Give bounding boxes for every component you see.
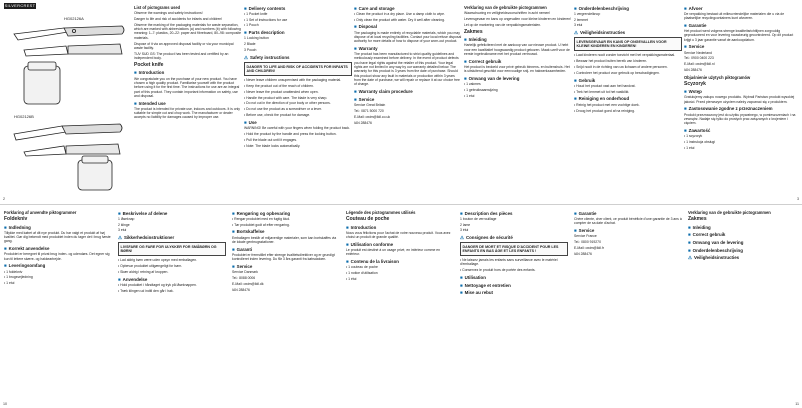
section-heading: ■ Service [684,44,705,50]
section-heading: ■ Wstęp [684,89,702,95]
warning-box [460,242,568,256]
nl-column-bottom [688,208,798,404]
text-block: 2 lemmet [574,17,588,22]
en-column-3 [354,3,462,199]
knife-a-illustration [14,26,124,56]
text-block: Het product is bedoeld voor privé gebruik binnens- en buitenshuis. Het is uitsluitend geschikt voor eenvoudige snij- en hakwerkzaamheden. [464,64,570,74]
text-block: Care and storage [358,5,395,11]
section-heading: ■ Correct gebruik [464,58,502,64]
en-column-1 [134,3,242,199]
text-block: • Houd het product vast aan het handvat. [574,84,682,88]
text-block: • Laat kinderen nooit zonder toezicht met het verpakkingsmateriaal. [574,53,682,57]
product-title: Pocket knife [134,61,164,68]
text-block: Gratulujemy zakupu nowego produktu. Wybrali Państwo produkt wysokiej jakości. Przed pierwszym użyciem należy zapoznać się z produktem. [684,95,795,104]
text-block: 3 etui [574,23,583,28]
text-block: LEVENSGEVAAR EN KANS OP ONGEVALLEN VOOR KLEINE KINDEREN EN KINDEREN! [576,39,667,49]
top-spread [0,0,802,203]
text-block: LIVSFARE OG FARE FOR ULYKKER FOR SMÅBØRN OG BØRN! [120,244,217,254]
text-block: • 1 Set of instructions for use [244,18,352,22]
text-block: Bortskaffelse [236,229,265,235]
text-block: DANGER TO LIFE AND RISK OF ACCIDENTS FOR INFANTS AND CHILDREN! [246,64,348,74]
section-heading: ⚠ Sikkerhedsinstruktioner [118,235,175,241]
text-block: • Tør produktet godt af efter rengøring. [232,223,340,227]
knife-b-blade-closed [24,146,66,156]
knife-b-blade [14,126,66,140]
knife-b-handle [62,124,122,134]
text-block: • 1 gebruiksaanwijzing [464,88,572,92]
section-heading: ■ Service [232,263,253,269]
text-block: Intended use [138,100,166,106]
section-heading: ⚠ Veiligheidsinstructies [688,255,740,261]
text-block: Contenu de la livraison [350,259,399,265]
text-block: 1 låseknap [118,216,135,221]
text-block: • Only clean the product with water. Dry it well after cleaning. [354,18,462,22]
text-block: • Bewaar het product buiten bereik van kinderen. [574,59,682,63]
text-block: • Keep the product out of the reach of children. [244,84,352,88]
page-number-right: 11 [795,402,799,406]
section-heading: ■ Anvendelse [118,276,148,282]
section-heading: ■ Omvang van de levering [464,76,520,82]
service-address: Service Great Britain [354,102,386,107]
section-heading: ■ Leveringsomfang [4,263,46,269]
text-block: The packaging is made entirely of recyclable materials, which you may dispose of at local recycling facilities. Contact your local refuse disposal authority for more details of how to dispose of your worn-out product. [354,30,462,44]
knife-b-handle-closed [66,144,120,154]
text-block: Gebruik [578,77,596,83]
text-block: Service [578,227,595,233]
text-block: Omvang van de levering [468,76,520,82]
section-heading: ■ Onderdelenbeschrijving [688,247,743,253]
page-number-left: 10 [3,402,7,406]
section-heading: ■ Korrekt anvendelse [4,246,50,252]
text-block: • Hold the product by the handle and press the locking button. [244,132,352,136]
text-block: • Trek het lemmet uit tot het vastklikt. [574,90,682,94]
nl-column-1 [464,3,572,199]
text-block: • Rengør produktet med en fugtig klud. [232,217,340,221]
section-heading: ■ Mise au rebut [460,290,493,296]
text-block: • Droog het product goed af na reiniging. [574,109,682,113]
text-block: • Do not use the product as a screwdriver or a lever. [244,107,352,111]
text-block: Le produit est destiné à un usage privé, en intérieur comme en extérieur. [346,248,441,257]
text-block: • 1 Pouch [244,23,352,27]
text-block: Emballagen består af miljøvenlige materialer, som kan bortskaffes via de lokale genbrugsstationer. [232,235,337,244]
section-heading: ■ Delivery contents [244,5,286,11]
text-block: Forklaring af anvendte piktogrammer [4,210,77,215]
page-number-left: 2 [3,197,5,201]
safety-heading: ⚠ Safety instructions [244,55,290,61]
pictogram-item: Danger to life and risk of accidents for infants and children! [134,16,223,21]
text-block: • Opbevar produktet utilgængeligt for børn. [118,264,226,268]
text-block: • 1 brugsvejledning [4,275,112,279]
text-block: Wstęp [688,89,702,95]
text-block: Garanti [236,246,253,252]
knife-a-handle [64,26,124,36]
nl-pl-column [684,3,798,199]
knife-b-illustration [14,124,122,156]
text-block: Tel.: 0800 919270 [574,239,601,244]
text-block: Zawartość [688,127,711,133]
section-heading: ■ Intended use [134,100,166,106]
section-heading: ■ Nettoyage et entretien [460,282,511,288]
ian-number: IAN 288476 [354,120,372,125]
section-heading: ■ Reiniging en onderhoud [574,96,630,102]
text-block: • Clean the product in a dry place. Use a damp cloth to wipe. [354,12,462,16]
text-block: Veiligheidsinstructies [579,30,626,36]
text-block: Korrekt anvendelse [8,246,50,252]
text-block: Service [688,44,705,50]
pouch-b-illustration [78,156,112,190]
text-block: • Skær aldrig i retning af kroppen. [118,270,226,274]
text-block: Correct gebruik [692,232,726,238]
text-block: • Handle the product with care. The blade is very sharp. [244,96,352,100]
text-block: E-Mail: owim@lidl.nl [684,62,715,67]
text-block: Foldekniv [4,216,28,222]
danger-warning-box [244,62,352,76]
text-block: Onderdelenbeschrijving [692,247,743,253]
text-block: Verklaring van de gebruikte pictogrammen [688,210,771,215]
en-column-2 [244,3,352,199]
text-block: Consignes de sécurité [465,235,513,241]
text-block: Service [236,263,253,269]
text-block: • Snijd nooit in de richting van uw lichaam of andere personen. [574,65,682,69]
text-block: Zakmes [464,28,483,35]
section-heading: ■ Omvang van de levering [688,239,744,245]
section-heading: ■ Garantie [574,210,597,216]
section-heading: ■ Utilisation [460,275,486,281]
section-heading: ■ Use [244,120,257,125]
fr-column-2 [460,208,568,404]
text-block: Scyzoryk [684,80,706,87]
section-heading: ■ Inleiding [464,37,487,43]
text-block: • 1 zakmes [464,82,572,86]
text-block: • 1 instrukcja obsługi [684,140,798,144]
section-heading: ■ Inleiding [688,224,711,230]
section-heading: ■ Warranty claim procedure [354,89,413,95]
text-block: • Træk klingen ud indtil den går i hak. [118,289,226,293]
text-block: Onderdelenbeschrijving [578,5,629,11]
text-block: Safety instructions [249,55,290,61]
pouch-a-illustration [24,62,60,104]
section-heading: ■ Onderdelenbeschrijving [574,5,629,11]
text-block: Objaśnienie użytych piktogramów [684,74,751,80]
text-block: Delivery contents [248,5,286,11]
text-block: • Conservez le produit hors de portée des enfants. [460,268,568,272]
section-heading: ■ Zawartość [684,127,711,133]
text-block: • 1 Pocket knife [244,12,352,16]
section-heading: ■ Correct gebruik [688,232,726,238]
text-block: Let op de markering van de verpakkingsmaterialen. [464,22,542,27]
text-block: IAN 288476 [232,287,250,292]
text-block: Zakmes [688,216,707,222]
text-block: Parts description [248,30,285,36]
section-heading: ⚠ Veiligheidsinstructies [574,30,626,36]
text-block: 1 Locking button [244,36,269,41]
text-block: Introduction [350,224,377,230]
section-heading: ⚠ Consignes de sécurité [460,235,513,241]
section-heading: ■ Description des pièces [460,210,513,216]
section-heading: ■ Service [574,227,595,233]
text-block: • Ne laissez jamais les enfants sans surveillance avec le matériel d'emballage. [460,258,568,267]
text-block: 2 lame [460,222,471,227]
text-block: Inleiding [468,37,487,43]
text-block: • Note: The blade locks automatically. [244,144,352,148]
knife-a-blade [14,28,68,40]
text-block: Leveringsomfang [8,263,46,269]
intro-text: We congratulate you on the purchase of your new product. You have chosen a high quality product. Familiarise yourself with the product before using it for the first time. The instructions for use are an integral part of this product. They contain important information on safety, use and disposal. [134,76,240,98]
section-heading: ■ Beskrivelse af delene [118,210,168,216]
text-block: Produktet er beregnet til privat brug inden- og udendørs. Det egner sig kun til lettere skære- og hakkearbejde. [4,252,110,261]
text-block: Service Danmark [232,270,259,275]
section-heading: ■ Service [354,96,375,102]
section-heading: ■ Introduction [346,224,377,230]
text-block: 2 Blade [244,42,256,47]
text-block: DANGER DE MORT ET RISQUE D'ACCIDENT POUR LES ENFANTS EN BAS ÂGE ET LES ENFANTS ! [462,244,559,254]
text-block: • 1 etui [464,94,572,98]
section-heading: ■ Indledning [4,224,31,230]
text-block: E-Mail: owim@lidl.dk [232,281,264,286]
section-heading: ■ Rengøring og opbevaring [232,210,291,216]
brand-logo: SILVERCREST [4,3,36,8]
text-block: The product has been manufactured to strict quality guidelines and meticulously examined before delivery. In the event of product defects you have legal rights against the retailer of this product. Your legal rights are not limited in any way by our warranty detailed below. The warranty for this product is 3 years from the date of purchase. Should this product show any fault in materials or production within 3 years from the date of purchase, we will repair or replace it at our choice free of charge. [354,52,460,87]
text-block: Couteau de poche [346,216,390,222]
text-block: IAN 288476 [684,68,702,73]
text-block: Hartelijk gefeliciteerd met de aankoop van uw nieuwe product. U hebt voor een kwalitatief hoogwaardig product gekozen. Maak uzelf voor de eerste ingebruikname met het product vertrouwd. [464,43,570,56]
text-block: 3 étui [460,228,469,233]
dk-column-1 [4,208,112,404]
section-heading: ■ Gebruik [574,77,596,83]
text-block: • Reinig het product met een vochtige doek. [574,103,682,107]
text-block: Levensgevaar en kans op ongevallen voor kleine kinderen en kinderen! [464,16,572,21]
knife-a-blade-closed [24,46,68,56]
text-block: Reiniging en onderhoud [578,96,630,102]
fr-column-1 [346,208,454,404]
text-block: • Never leave the product unattended when open. [244,90,352,94]
text-block: Service [358,96,375,102]
text-block: • 1 etui [4,281,112,285]
text-block: Veiligheidsinstructies [693,255,740,261]
text-block: Produkt przeznaczony jest do użytku prywatnego, w pomieszczeniach i na zewnątrz. Nadaje się tylko do prostych prac związanych z krojeniem i cięciem. [684,112,796,126]
text-block: Het product werd volgens strenge kwaliteitsrichtlijnen zorgvuldig geproduceerd en voor levering nauwkeurig gecontroleerd. Op dit product krijgt u 3 jaar garantie vanaf de aankoopdatum. [684,29,794,42]
text-block: Tillykke med købet af dit nye produkt. Du har valgt et produkt af høj kvalitet. Gør dig bekendt med produktet inden du tager det i brug første gang. [4,230,111,244]
section-heading: ■ Bortskaffelse [232,229,265,235]
text-block: Tel.: 0900 0400 223 [684,56,714,61]
text-block: Nous vous félicitons pour l'achat de votre nouveau produit. Vous avez choisi un produit de grande qualité. [346,230,451,239]
text-block: Zastosowanie zgodne z przeznaczeniem [688,106,773,112]
intended-use-text: The product is intended for private use, indoors and outdoors. It is only suitable for simple cut and chop work. The manufacturer or dealer accepts no liability for damages caused by improper use. [134,106,240,120]
section-heading: ■ Afvoer [684,5,703,11]
text-block: Sikkerhedsinstruktioner [123,235,175,241]
section-heading: ■ Utilisation conforme [346,241,394,247]
text-block: • Hold produktet i håndtaget og tryk på låseknappen. [118,283,226,287]
pictogram-item: TUV SUD GS: The product has been tested and certified by an independent body. [134,51,229,61]
text-block: • Pull the blade out until it engages. [244,138,352,142]
text-block: Chère cliente, cher client, ce produit bénéficie d'une garantie de 3 ans à compter de sa date d'achat. [574,216,682,225]
text-block: Beskrivelse af delene [122,210,168,216]
pictogram-item: Observe the warnings and safety instructions! [134,11,203,15]
text-block: Légende des pictogrammes utilisés [346,210,416,215]
section-heading: ■ Care and storage [354,5,395,11]
section-heading: ■ Garantie [684,22,707,28]
text-block: WARNING! Be careful with your fingers when folding the product back. [244,126,350,131]
pictogram-item: Observe the marking of the packaging materials for waste separation, which are marked with abbreviations (a) and numbers (b) with following meaning: 1–7: plastics, 20–22: paper and fibreboard, 80–98: composite materials. [134,22,242,40]
text-block: 1 bouton de verrouillage [460,216,497,221]
text-block: • Do not cut in the direction of your body or other persons. [244,101,352,105]
text-block: Nettoyage et entretien [464,282,511,288]
text-block: E-Mail: owim@lidl.fr [574,245,605,250]
service-email: E-Mail: owim@lidl.co.uk [354,114,391,119]
section-heading: ■ Contenu de la livraison [346,259,399,265]
section-heading: ■ Warranty [354,45,378,51]
product-illustration [4,14,130,194]
nl-column-2 [574,3,682,199]
pictogram-item: Dispose of it via an approved disposal facility or via your municipal waste facility. [134,41,234,50]
text-block: Description des pièces [464,210,513,216]
bottom-spread [0,204,802,408]
figure-label-b: HG02126B [14,114,34,119]
text-block: Utilisation conforme [350,241,394,247]
section-heading: ■ Garanti [232,246,253,252]
text-block: De verpakking bestaat uit milieuvriendelijke materialen die u via de plaatselijke recyclingcontainers kunt afvoeren. [684,11,785,20]
warning-box [574,37,682,51]
text-block: • 1 couteau de poche [346,265,454,269]
text-block: Inleiding [692,224,711,230]
section-heading: ■ Parts description [244,30,285,36]
text-block: Verklaring van de gebruikte pictogrammen [464,5,547,10]
text-block: Warranty [358,45,378,51]
text-block: Correct gebruik [468,58,502,64]
service-phone: Tel.: 0871 5000 720 [354,108,384,113]
text-block: Service Nederland [684,50,712,55]
text-block: Disposal [358,24,377,30]
text-block: Garantie [578,210,597,216]
text-block: • 1 foldekniv [4,270,112,274]
dk-column-3 [232,208,340,404]
dk-column-2 [118,208,226,404]
text-block: Tel.: 8088 0006 [232,276,256,281]
figure-label-a: HG02126A [64,16,84,21]
text-block: 1 vergrendelknop [574,11,601,16]
text-block: Indledning [8,224,31,230]
text-block: • Controleer het product voor gebruik op beschadigingen. [574,71,682,75]
knife-a-handle-closed [68,44,122,54]
warning-box [118,242,226,256]
text-block: • Never leave children unsupervised with the packaging material. [244,78,352,82]
text-block: • 1 etui [684,146,798,150]
section-heading: ■ Introduction [134,70,165,76]
text-block: Rengøring og opbevaring [236,210,291,216]
text-block: Produktet er fremstillet efter strenge kvalitetsdirektiver og er grundigt kontrolleret inden levering. Du får 3 års garanti fra købsdatoen. [232,252,335,262]
fr-column-3 [574,208,682,404]
text-block: Utilisation [464,275,486,281]
section-heading: ■ Zastosowanie zgodne z przeznaczeniem [684,106,773,112]
text-block: Service France [574,234,597,238]
text-block: IAN 288476 [574,251,592,256]
text-block: 2 klinge [118,222,130,227]
text-block: Use [248,120,257,125]
text-block: • Lad aldrig børn være uden opsyn med emballagen. [118,258,226,262]
section-heading: ■ Disposal [354,24,377,30]
text-block: 3 etui [118,228,127,233]
text-block: Omvang van de levering [692,239,744,245]
text-block: Warranty claim procedure [358,89,413,95]
text-block: • 1 scyzoryk [684,134,798,138]
text-block: Introduction [138,70,165,76]
text-block: • 1 étui [346,277,454,281]
text-block: Garantie [688,22,707,28]
text-block: Anvendelse [122,276,148,282]
text-block: • 1 notice d'utilisation [346,271,454,275]
text-block: • Before use, check the product for damage. [244,113,352,117]
text-block: 3 Pouch [244,48,257,53]
page-number-right: 3 [797,197,799,201]
text-block: Mise au rebut [464,290,493,296]
text-block: Waarschuwing en veiligheidsvoorschriften in acht nemen! [464,11,551,15]
pictogram-list-heading: List of pictograms used [134,5,181,10]
text-block: Afvoer [688,5,703,11]
